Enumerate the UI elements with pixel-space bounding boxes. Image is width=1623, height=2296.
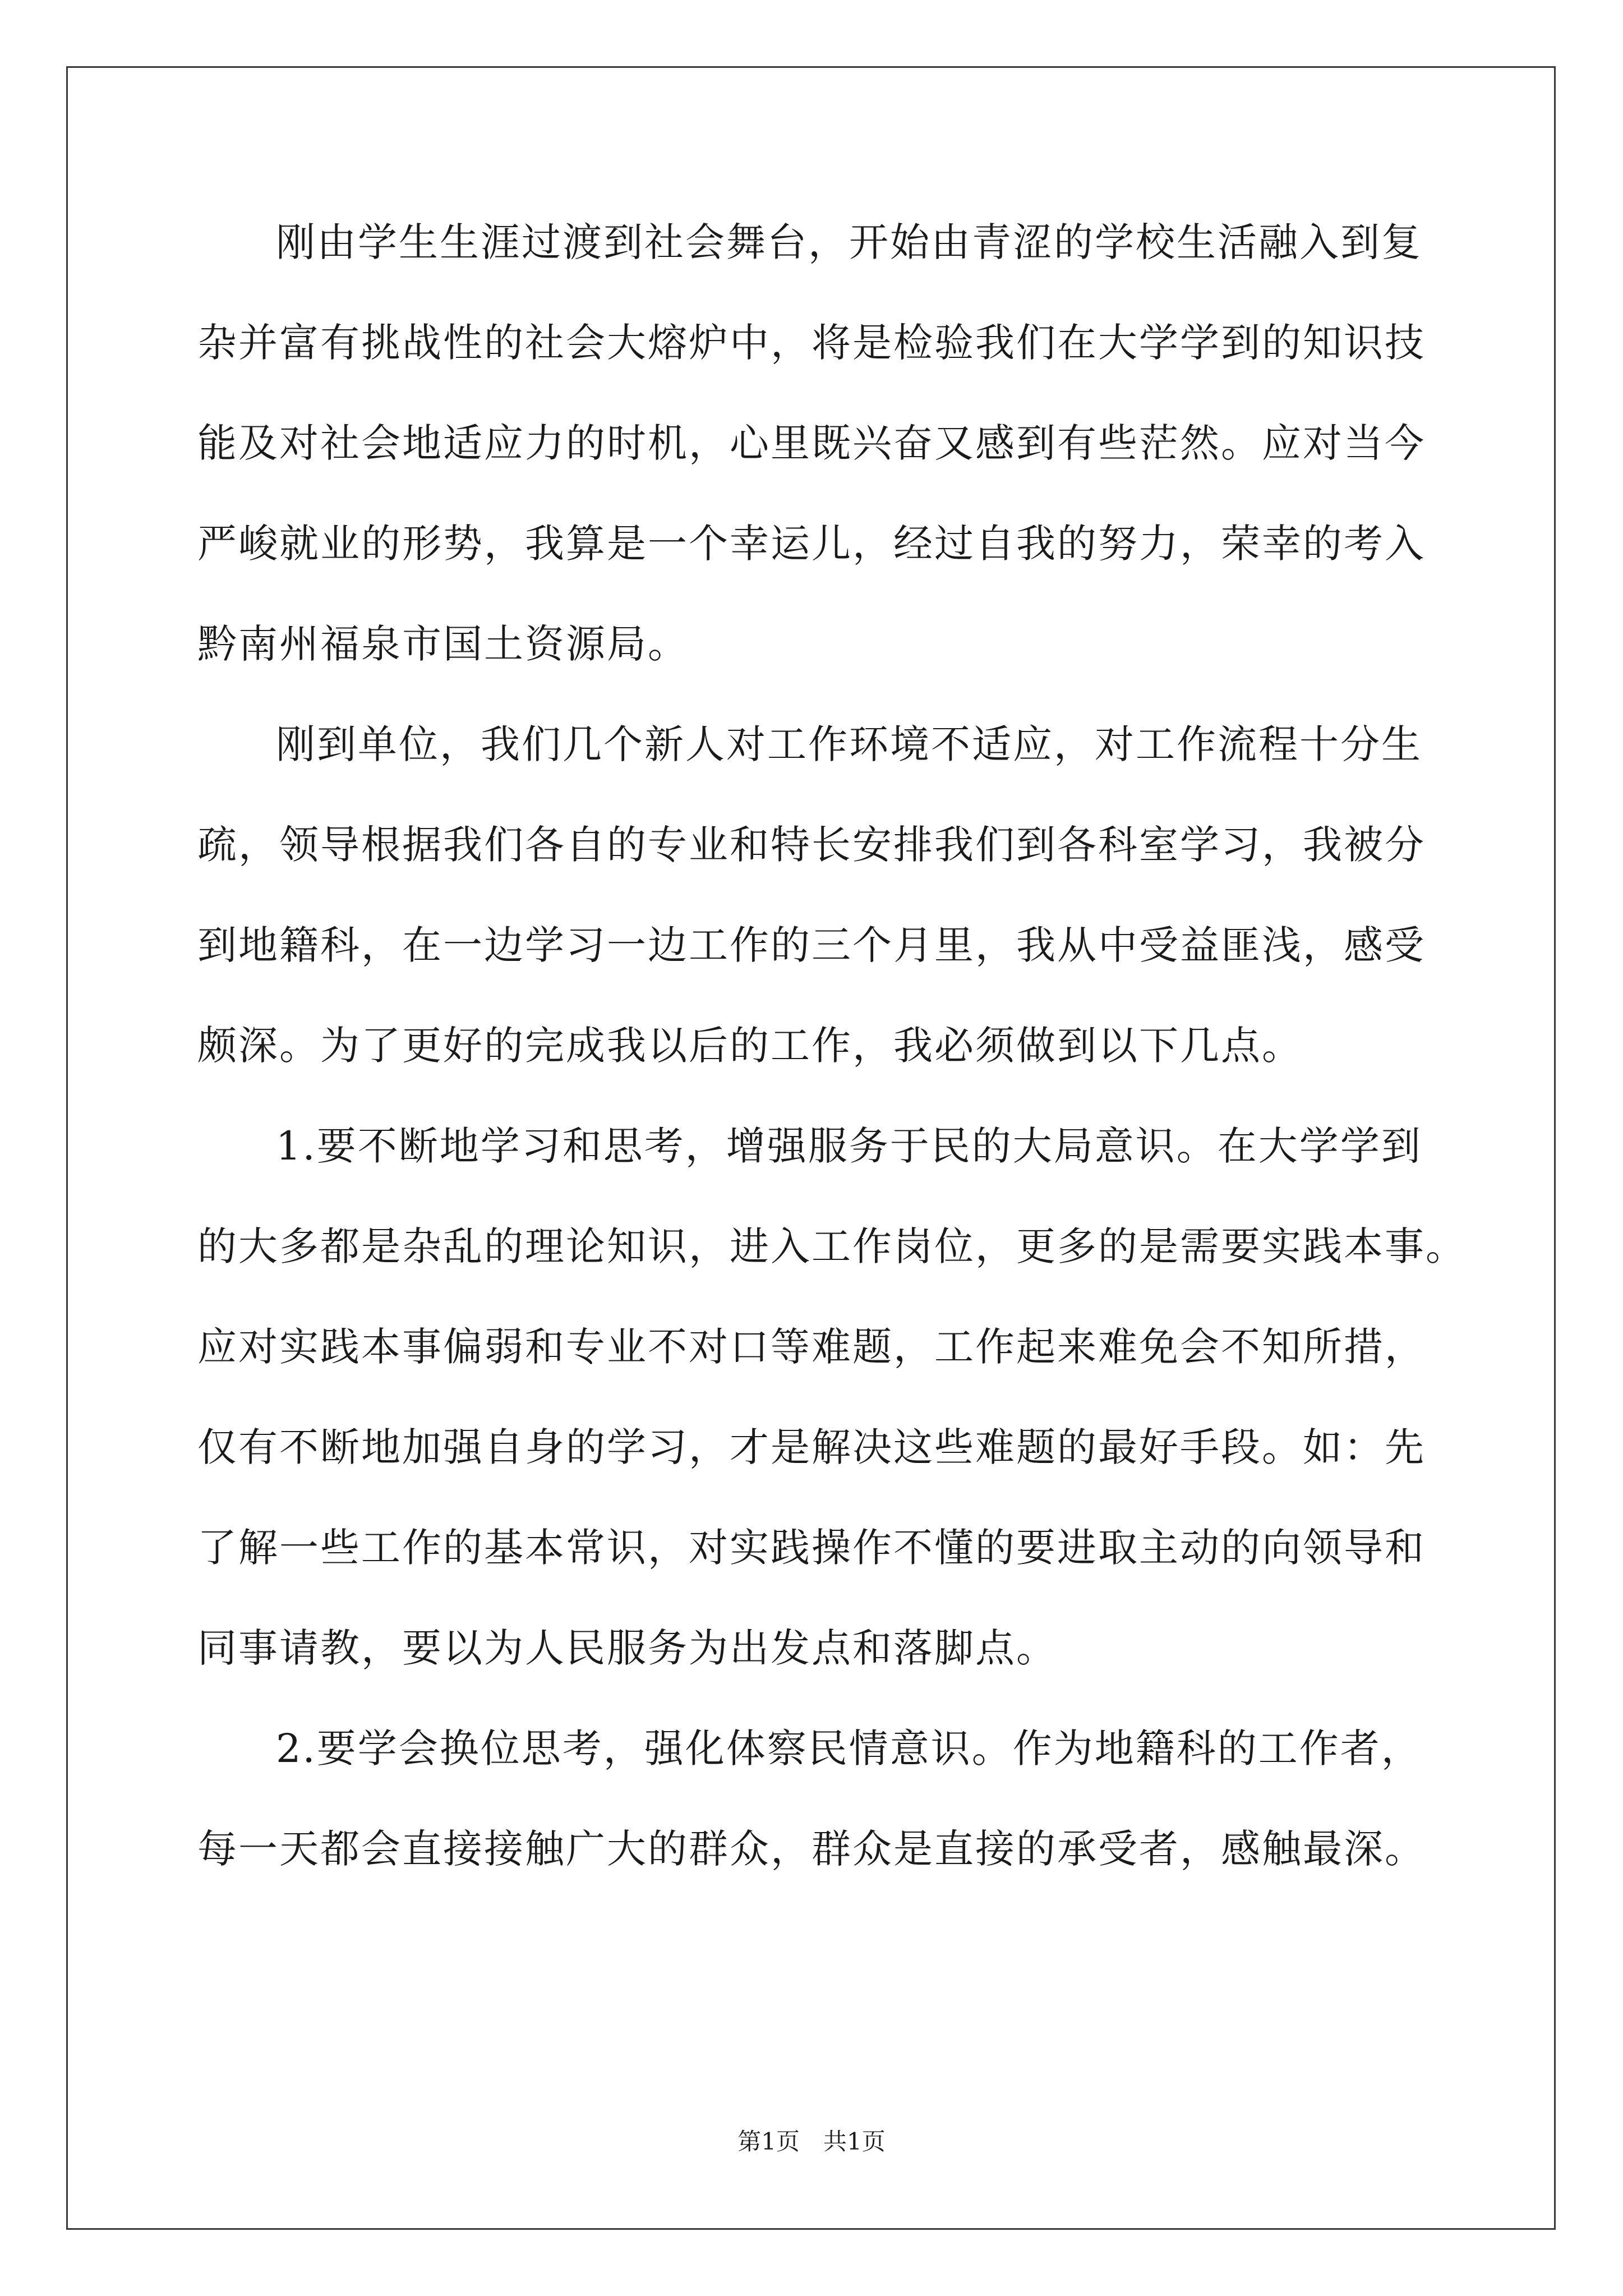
text-line: 杂并富有挑战性的社会大熔炉中，将是检验我们在大学学到的知识技: [197, 320, 1426, 366]
page-number-footer: 第1页 共1页: [737, 2128, 886, 2155]
text-line: 到地籍科，在一边学习一边工作的三个月里，我从中受益匪浅，感受: [197, 922, 1426, 968]
text-line: 颇深。为了更好的完成我以后的工作，我必须做到以下几点。: [197, 1023, 1303, 1069]
text-line: 了解一些工作的基本常识，对实践操作不懂的要进取主动的向领导和: [197, 1525, 1426, 1571]
text-line: 仅有不断地加强自身的学习，才是解决这些难题的最好手段。如：先: [197, 1424, 1426, 1470]
text-line: 1.要不断地学习和思考，增强服务于民的大局意识。在大学学到: [276, 1123, 1422, 1169]
text-line: 刚到单位，我们几个新人对工作环境不适应，对工作流程十分生: [276, 721, 1422, 767]
text-line: 严峻就业的形势，我算是一个幸运儿，经过自我的努力，荣幸的考入: [197, 521, 1426, 567]
text-line: 疏，领导根据我们各自的专业和特长安排我们到各科室学习，我被分: [197, 822, 1426, 868]
text-line: 2.要学会换位思考，强化体察民情意识。作为地籍科的工作者，: [276, 1726, 1422, 1772]
text-line: 刚由学生生涯过渡到社会舞台，开始由青涩的学校生活融入到复: [276, 219, 1422, 265]
text-line: 的大多都是杂乱的理论知识，进入工作岗位，更多的是需要实践本事。: [197, 1223, 1467, 1269]
text-line: 应对实践本事偏弱和专业不对口等难题，工作起来难免会不知所措，: [197, 1324, 1426, 1370]
text-line: 每一天都会直接接触广大的群众，群众是直接的承受者，感触最深。: [197, 1826, 1426, 1872]
text-line: 能及对社会地适应力的时机，心里既兴奋又感到有些茫然。应对当今: [197, 420, 1426, 466]
text-line: 黔南州福泉市国土资源局。: [197, 621, 689, 667]
text-line: 同事请教，要以为人民服务为出发点和落脚点。: [197, 1625, 1057, 1671]
